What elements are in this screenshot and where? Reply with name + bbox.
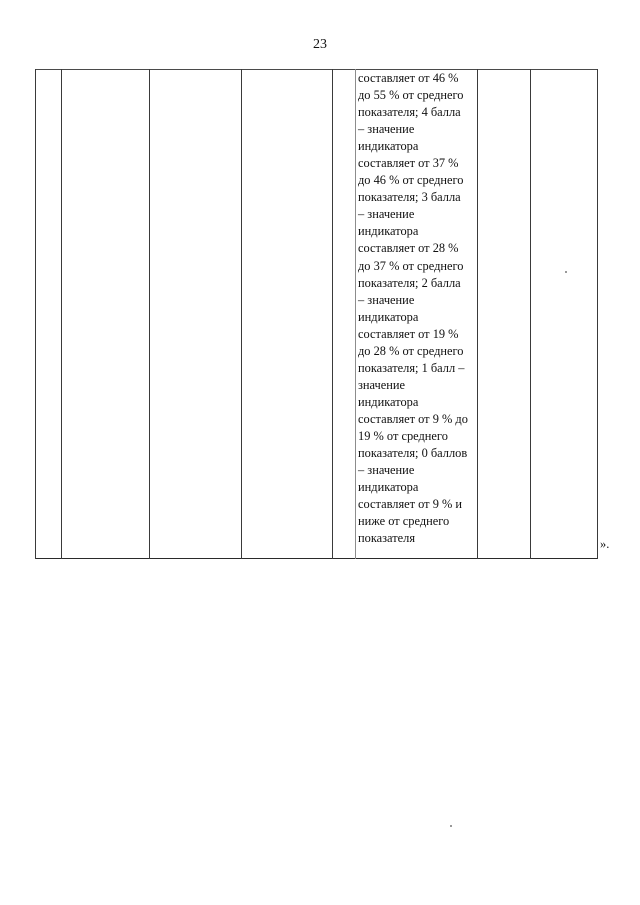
scan-speck	[450, 825, 452, 827]
column-divider	[35, 69, 36, 559]
cell-line: 19 % от среднего	[358, 428, 448, 443]
cell-line: показателя; 4 балла	[358, 105, 461, 120]
cell-line: составляет от 9 % и	[358, 497, 463, 512]
column-divider	[355, 69, 356, 559]
cell-line: составляет от 46 %	[358, 71, 459, 85]
cell-line: составляет от 9 % до	[358, 411, 468, 426]
scan-speck	[565, 271, 567, 273]
column-divider	[61, 69, 62, 559]
cell-line: – значение	[358, 122, 415, 137]
column-divider	[149, 69, 150, 559]
cell-line: индикатора	[358, 394, 419, 409]
cell-line: составляет от 37 %	[358, 156, 459, 171]
cell-line: – значение	[358, 207, 415, 222]
cell-line: показателя; 1 балл –	[358, 360, 465, 375]
cell-line: – значение	[358, 292, 415, 307]
cell-line: показателя; 3 балла	[358, 190, 461, 205]
page-number: 23	[313, 37, 327, 52]
column-divider	[477, 69, 478, 559]
cell-line: индикатора	[358, 480, 419, 495]
column-divider	[332, 69, 333, 559]
column-divider	[241, 69, 242, 559]
cell-line: до 37 % от среднего	[358, 258, 464, 273]
cell-line: ниже от среднего	[358, 514, 450, 529]
cell-line: показателя	[358, 531, 416, 546]
cell-line: индикатора	[358, 309, 419, 324]
closing-quote: ».	[600, 537, 610, 551]
cell-line: до 28 % от среднего	[358, 343, 464, 358]
cell-line: – значение	[358, 463, 415, 478]
cell-line: показателя; 0 баллов	[358, 446, 468, 461]
table	[35, 69, 598, 559]
cell-line: до 55 % от среднего	[358, 88, 464, 103]
criteria-cell	[358, 70, 476, 547]
cell-line: до 46 % от среднего	[358, 173, 464, 188]
cell-line: значение	[358, 377, 406, 392]
cell-line: составляет от 28 %	[358, 241, 459, 256]
cell-line: индикатора	[358, 139, 419, 154]
column-divider	[597, 69, 598, 559]
cell-line: показателя; 2 балла	[358, 275, 461, 290]
column-divider	[530, 69, 531, 559]
cell-line: индикатора	[358, 224, 419, 239]
cell-line: составляет от 19 %	[358, 326, 459, 341]
